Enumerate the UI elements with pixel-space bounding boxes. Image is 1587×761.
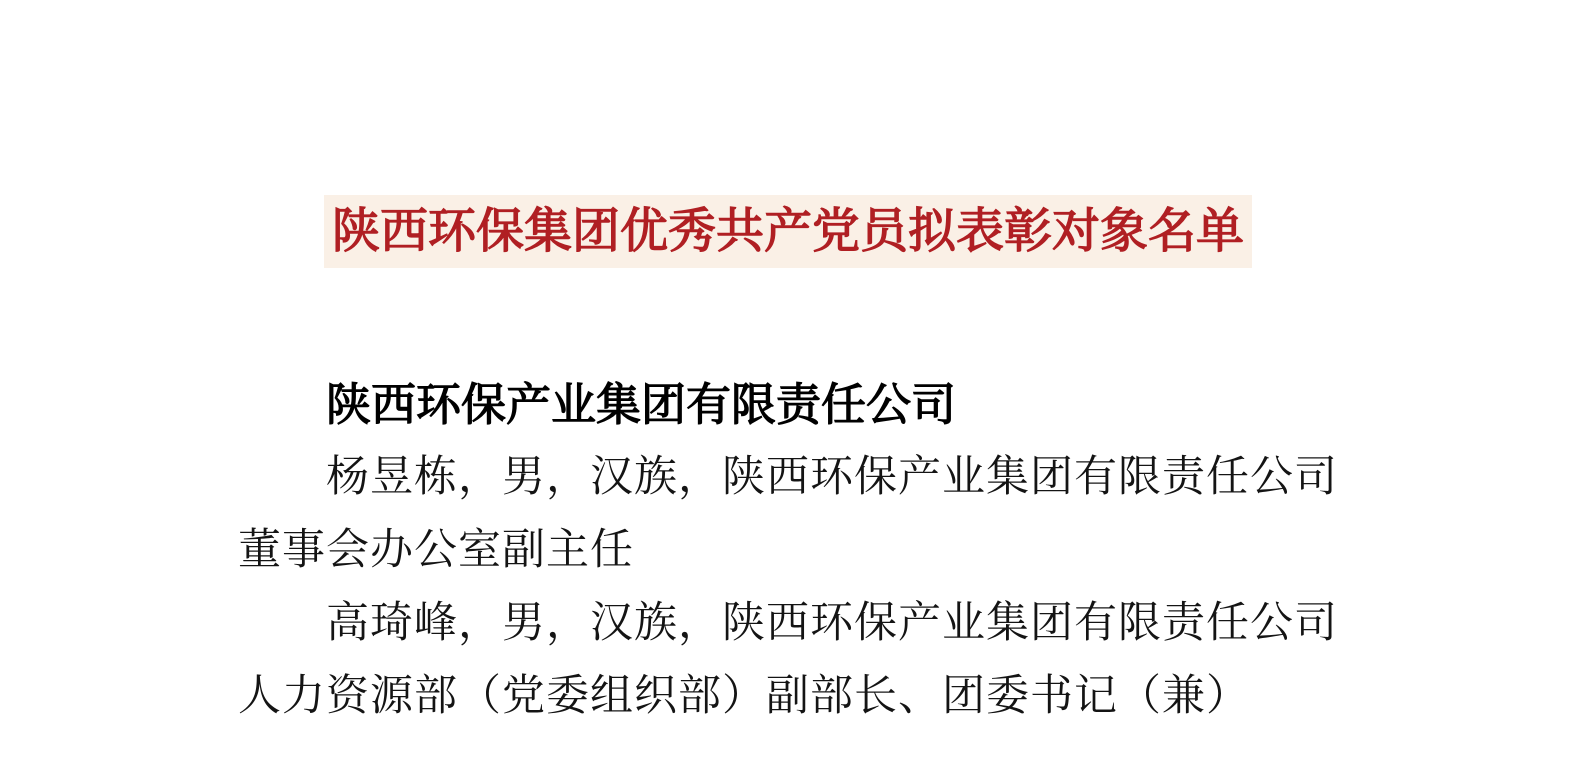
document-page	[238, 0, 1338, 733]
member-entry-1: 杨昱栋，男，汉族，陕西环保产业集团有限责任公司董事会办公室副主任	[238, 454, 1338, 574]
document-title-line	[238, 195, 1338, 268]
company-heading: 陕西环保产业集团有限责任公司	[326, 379, 957, 430]
document-title: 陕西环保集团优秀共产党员拟表彰对象名单	[324, 195, 1252, 268]
member-entry-2: 高琦峰，男，汉族，陕西环保产业集团有限责任公司人力资源部（党委组织部）副部长、团委书记（兼）	[238, 600, 1338, 720]
